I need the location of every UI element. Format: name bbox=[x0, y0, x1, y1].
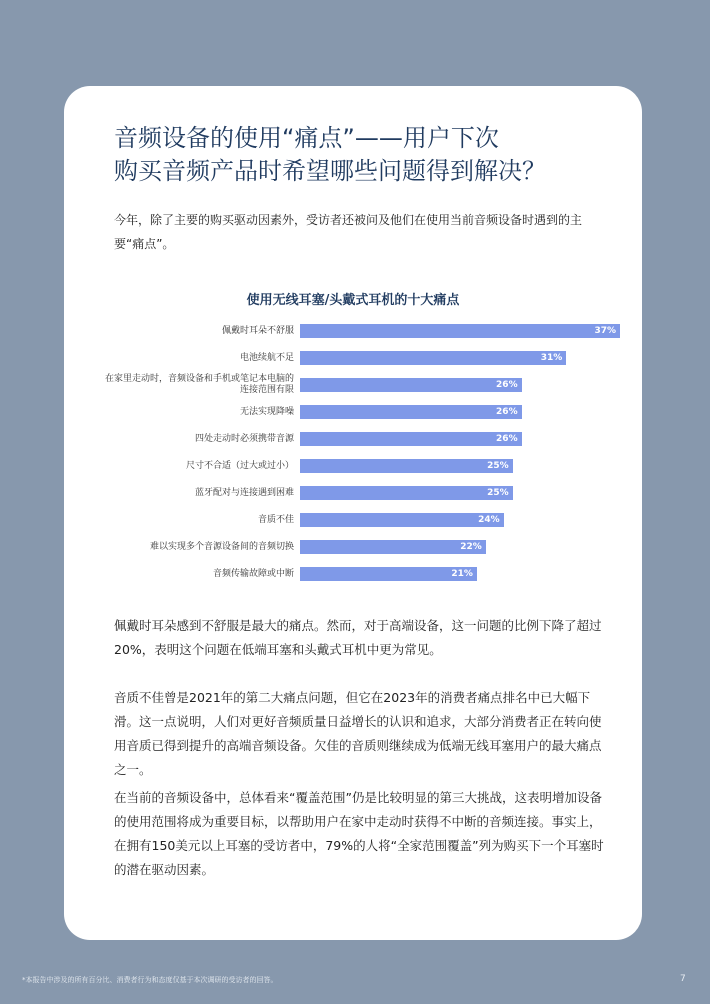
bar-label: 音质不佳 bbox=[257, 514, 294, 525]
bar-label: 在家里走动时，音频设备和手机或笔记本电脑的连接范围有限 bbox=[104, 374, 294, 395]
bar bbox=[300, 432, 522, 446]
bar-value-label: 37% bbox=[594, 326, 616, 336]
bar-value-label: 25% bbox=[487, 461, 509, 471]
bar-label: 佩戴时耳朵不舒服 bbox=[221, 325, 294, 336]
bar bbox=[300, 324, 620, 338]
bar-value-label: 26% bbox=[496, 380, 518, 390]
bar-label: 难以实现多个音源设备间的音频切换 bbox=[149, 541, 294, 552]
content-card bbox=[64, 86, 642, 940]
bar-value-label: 21% bbox=[451, 569, 473, 579]
bar-value-label: 22% bbox=[460, 542, 482, 552]
bar bbox=[300, 513, 504, 527]
bar bbox=[300, 405, 522, 419]
intro-paragraph: 今年，除了主要的购买驱动因素外，受访者还被问及他们在使用当前音频设备时遇到的主要“痛点”。 bbox=[114, 213, 583, 251]
bar-label: 蓝牙配对与连接遇到困难 bbox=[194, 487, 294, 498]
bar-value-label: 25% bbox=[487, 488, 509, 498]
bar-value-label: 26% bbox=[496, 434, 518, 444]
bar-label: 电池续航不足 bbox=[239, 352, 294, 363]
chart-title: 使用无线耳塞/头戴式耳机的十大痛点 bbox=[246, 293, 460, 308]
bar-label: 尺寸不合适（过大或过小） bbox=[185, 460, 294, 471]
paragraph-1: 佩戴时耳朵感到不舒服是最大的痛点。然而，对于高端设备，这一问题的比例下降了超过20%，表明这个问题在低端耳塞和头戴式耳机中更为常见。 bbox=[114, 618, 602, 657]
title-line-1: 音频设备的使用“痛点”——用户下次 bbox=[114, 124, 499, 152]
bar bbox=[300, 378, 522, 392]
bar bbox=[300, 486, 513, 500]
title-line-2: 购买音频产品时希望哪些问题得到解决？ bbox=[114, 157, 546, 185]
bar bbox=[300, 540, 486, 554]
paragraph-3: 在当前的音频设备中，总体看来“覆盖范围”仍是比较明显的第三大挑战，这表明增加设备的使用范围将成为重要目标，以帮助用户在家中走动时获得不中断的音频连接。事实上，在拥有150美元以上耳塞的受访者中，79%的人将“全家范围覆盖”列为购买下一个耳塞时的潜在驱动因素。 bbox=[114, 790, 604, 877]
bar-label: 四处走动时必须携带音源 bbox=[194, 433, 294, 444]
footnote: *本报告中涉及的所有百分比、消费者行为和态度仅基于本次调研的受访者的回答。 bbox=[22, 976, 278, 984]
bar-value-label: 24% bbox=[478, 515, 500, 525]
bar bbox=[300, 567, 477, 581]
bar-value-label: 26% bbox=[496, 407, 518, 417]
bar bbox=[300, 459, 513, 473]
bar bbox=[300, 351, 566, 365]
paragraph-2: 音质不佳曾是2021年的第二大痛点问题，但它在2023年的消费者痛点排名中已大幅下滑。这一点说明，人们对更好音频质量日益增长的认识和追求，大部分消费者正在转向使用音质已得到提升的高端音频设备。欠佳的音质则继续成为低端无线耳塞用户的最大痛点之一。 bbox=[114, 690, 602, 777]
bar-label: 无法实现降噪 bbox=[239, 406, 294, 417]
bar-label: 音频传输故障或中断 bbox=[212, 568, 294, 579]
page-number: 7 bbox=[680, 974, 686, 984]
bar-value-label: 31% bbox=[540, 353, 563, 363]
